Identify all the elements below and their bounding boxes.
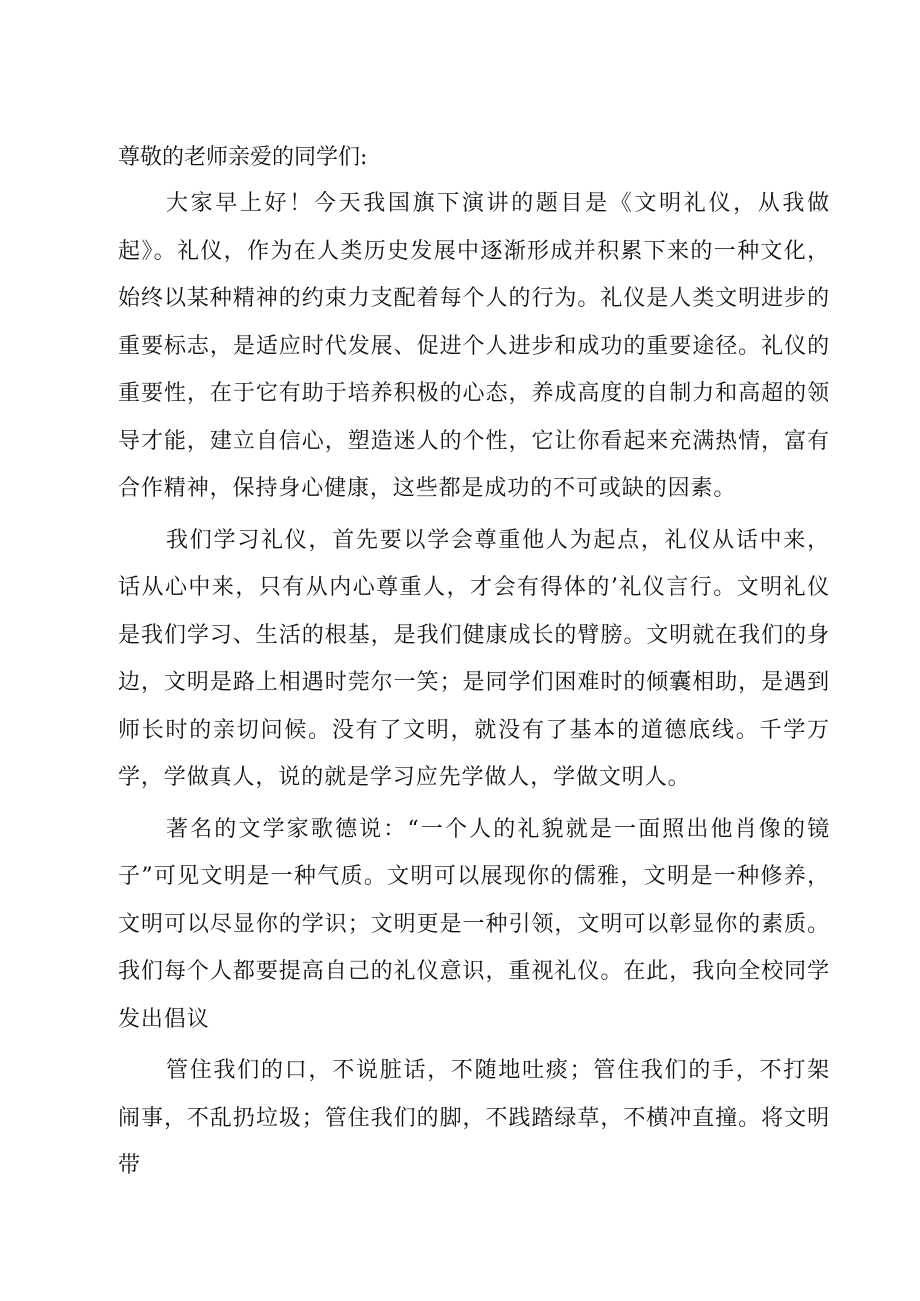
paragraph-goethe-quote: 著名的文学家歌德说：“一个人的礼貌就是一面照出他肖像的镜子”可见文明是一种气质。文明可以展现你的儒雅，文明是一种修养，文明可以尽显你的学识；文明更是一种引领，文明可以彰显你的素质。我们每个人都要提高自己的礼仪意识，重视礼仪。在此，我向全校同学发出倡议 xyxy=(118,816,830,1032)
paragraph-proposal: 管住我们的口，不说脏话，不随地吐痰；管住我们的手，不打架闹事，不乱扔垃圾；管住我们的脚，不践踏绿草，不横冲直撞。将文明带 xyxy=(118,1058,830,1178)
paragraph-intro: 大家早上好！今天我国旗下演讲的题目是《文明礼仪，从我做起》。礼仪，作为在人类历史发展中逐渐形成并积累下来的一种文化，始终以某种精神的约束力支配着每个人的行为。礼仪是人类文明进步的重要标志，是适应时代发展、促进个人进步和成功的重要途径。礼仪的重要性，在于它有助于培养积极的心态，养成高度的自制力和高超的领导才能，建立自信心，塑造迷人的个性，它让你看起来充满热情，富有合作精神，保持身心健康，这些都是成功的不可或缺的因素。 xyxy=(118,191,830,501)
salutation: 尊敬的老师亲爱的同学们: xyxy=(118,145,368,170)
document-body xyxy=(118,140,830,1194)
paragraph-learning-etiquette: 我们学习礼仪，首先要以学会尊重他人为起点，礼仪从话中来，话从心中来，只有从内心尊重人，才会有得体的’礼仪言行。文明礼仪是我们学习、生活的根基，是我们健康成长的臂膀。文明就在我们的身边，文明是路上相遇时莞尔一笑；是同学们困难时的倾囊相助，是遇到师长时的亲切问候。没有了文明，就没有了基本的道德底线。千学万学，学做真人，说的就是学习应先学做人，学做文明人。 xyxy=(118,527,830,790)
